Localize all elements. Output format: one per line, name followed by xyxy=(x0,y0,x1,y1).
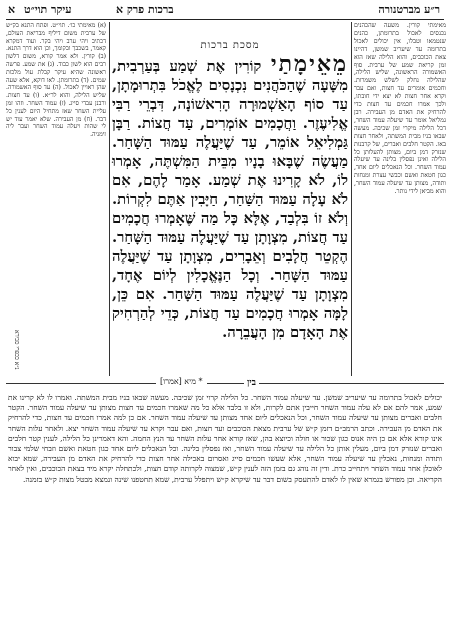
page-header xyxy=(6,3,444,19)
left-column-divider xyxy=(109,22,110,376)
right-commentary-column: מאימתי קורין. משעה שהכהנים נכנסים לאכול בתרומתן, כהנים שנטמאו וטבלו, אין יכולים לאכול בתרומה עד שיעריב שמשן, דהיינו צאת הכוכבים, והוא הלילה שאז הוא זמן קריאת שמע של ערבית. סוף האשמורה הראשונה, שליש הלילה, שהלילה נחלק לשלש משמרות. וחכמים אומרים עד חצות, ואם עבר וקרא אחר חצות לא יצא ידי חובתו, ולכך אמרו חכמים עד חצות כדי להרחיק את האדם מן העבירה. רבן גמליאל אומר עד שיעלה עמוד השחר, דכל הלילה מיקרי זמן שכיבה. מעשה שבאו בניו מבית המשתה, ולאחר חצות באו. הקטר חלבים ואברים, של קרבנות שנזרק דמן ביום, מצותן להעלותן כל הלילה ואינן נפסלין בלינה עד שיעלה עמוד השחר. וכל הנאכלים ליום אחד, כגון חטאת ואשם וכבשי עצרת ומנחות ותודה, מצותן עד שיעלה עמוד השחר, והוא מביאן לידי נותר. xyxy=(354,22,446,196)
folio-number: א xyxy=(8,3,16,16)
left-commentary-column: (א) מאימתי כו׳. תוי״ט. ופתח התנא בק״ש של ערבית משום דיליף מבריאת העולם, דכתיב ויהי ערב ויהי בקר. ועוד דמקרא קאמר, בשכבך ובקומך, וכן הוא דרך התנא. (ב) קורין. ולא אמר קורא, משום דלשון רבים הוא לשון כבוד. (ג) את שמע. פרשה ראשונה שהיא עיקר קבלת עול מלכות שמים. (ד) בתרומתן. לאו דוקא, אלא שעה שהן ראויין לאכול. (ה) עד סוף האשמורה. שליש הלילה, והוא לר״א. (ו) עד חצות. ורבנן עבדי סייג. (ז) עמוד השחר. וזהו זמן עליית השחר שאז מתחיל היום לענין כל דבר. (ח) מן העבירה. שלא יאמר עוד יש לי שהות ויעלה עמוד השחר ועבר ליה זימניה. xyxy=(6,22,106,139)
mishna-opening-word: מֵאֵימָתַי xyxy=(270,51,349,77)
mishna-block xyxy=(112,22,348,374)
header-chapter-title: ברכות פרק א xyxy=(116,3,174,16)
mishna-text xyxy=(112,51,349,342)
separator-word: בין xyxy=(244,377,259,388)
header-right-title: ר״ע מברטנורה xyxy=(378,3,440,16)
header-left-title: עיקר תוי״ט xyxy=(24,3,72,16)
margin-note: נ״א ככפרי סבירא xyxy=(13,330,20,370)
separator-rule xyxy=(6,383,444,384)
section-separator xyxy=(6,377,444,391)
header-rule xyxy=(6,19,444,20)
mishna-body: קוֹרִין אֶת שְׁמַע בְּעַרְבִית, מִשָּׁעָה שֶׁהַכֹּהֲנִים נִכְנָסִים לֶאֱכֹל בִּתְרוּמָתָן, עַד סוֹף הָאַשְׁמוּרָה הָרִאשׁוֹנָה, דִּבְרֵי רַבִּי אֱלִיעֶזֶר. וַחֲכָמִים אוֹמְרִים, עַד חֲצוֹת. רַבָּן גַּמְלִיאֵל אוֹמֵר, עַד שֶׁיַּעֲלֶה עַמּוּד הַשָּׁחַר. מַעֲשֶׂה שֶׁבָּאוּ בָנָיו מִבֵּית הַמִּשְׁתֶּה, אָמְרוּ לוֹ, לֹא קָרִינוּ אֶת שְׁמַע. אָמַר לָהֶם, אִם לֹא עָלָה עַמּוּד הַשַּׁחַר, חַיָּבִין אַתֶּם לִקְרוֹת. וְלֹא זוֹ בִּלְבַד, אֶלָּא כָּל מַה שֶּׁאָמְרוּ חֲכָמִים עַד חֲצוֹת, מִצְוָתָן עַד שֶׁיַּעֲלֶה עַמּוּד הַשָּׁחַר. הֶקְטֵר חֲלָבִים וְאֵבָרִים, מִצְוָתָן עַד שֶׁיַּעֲלֶה עַמּוּד הַשָּׁחַר. וְכָל הַנֶּאֱכָלִין לְיוֹם אֶחָד, מִצְוָתָן עַד שֶׁיַּעֲלֶה עַמּוּד הַשָּׁחַר. אִם כֵּן, לָמָּה אָמְרוּ חֲכָמִים עַד חֲצוֹת, כְּדֵי לְהַרְחִיק אֶת הָאָדָם מִן הָעֲבֵרָה. xyxy=(112,58,348,341)
separator-label: * מיא [אמרו] xyxy=(156,377,207,386)
right-column-divider xyxy=(351,22,352,376)
tractate-title: מסכת ברכות xyxy=(200,40,260,51)
bottom-commentary: יכולים לאכול בתרומה עד שיעריב שמשן. עד שיעלה עמוד השחר. כל הלילה קרוי זמן שכיבה. מעשה שבאו בניו מבית המשתה. ואמרו לו לא קרינו את שמע, אמר להם אם לא עלה עמוד השחר חייבין אתם לקרות, ולא זו בלבד אלא כל מה שאמרו חכמים עד חצות מצותן עד שיעלה עמוד השחר. הקטר חלבים ואברים מצותן עד שיעלה עמוד השחר, וכל הנאכלים ליום אחד מצותן עד שיעלה עמוד השחר. אם כן למה אמרו חכמים עד חצות, כדי להרחיק את האדם מן העבירה. וכתב הרמב״ם דזמן ק״ש של ערבית מצאת הכוכבים ועד חצות, ואם עבר וקרא עד שיעלה עמוד השחר יצא. ולאחר עלות השחר אינו קורא אלא אם כן היה אנוס כגון שכור או חולה וכיוצא בהן, שאז קורא אחר עלות השחר עד הנץ החמה. והא דאמרינן כל הלילה, לענין קטר חלבים ואברים שנזרק דמן ביום, מעלין אותן כל הלילה עד שיעלה עמוד השחר, ואז נפסלין בלינה. וכל הנאכלים ליום אחד כגון חטאת ואשם וזבחי שלמי צבור ותודה ומנחות, נאכלין עד שיעלה עמוד השחר, אלא שעשו חכמים סייג ואסרום באכילה אחר חצות כדי להרחיק את האדם מן העבירה, שמא יבוא לאוכלן אחר עמוד השחר ויתחייב כרת. ודין זה נוהג גם בזמן הזה לענין ק״ש, שמצוה לקרותה קודם חצות, ולכתחלה יקרא מיד בצאת הכוכבים, ואין לאחר הקריאה. וכן מפורש בגמרא שאין לו לאדם להתעסק בשום דבר עד שיקרא ק״ש ויתפלל ערבית, שמא תחטפנו שינה ונמצא מבטל מצות ק״ש בזמנה. xyxy=(8,393,442,484)
